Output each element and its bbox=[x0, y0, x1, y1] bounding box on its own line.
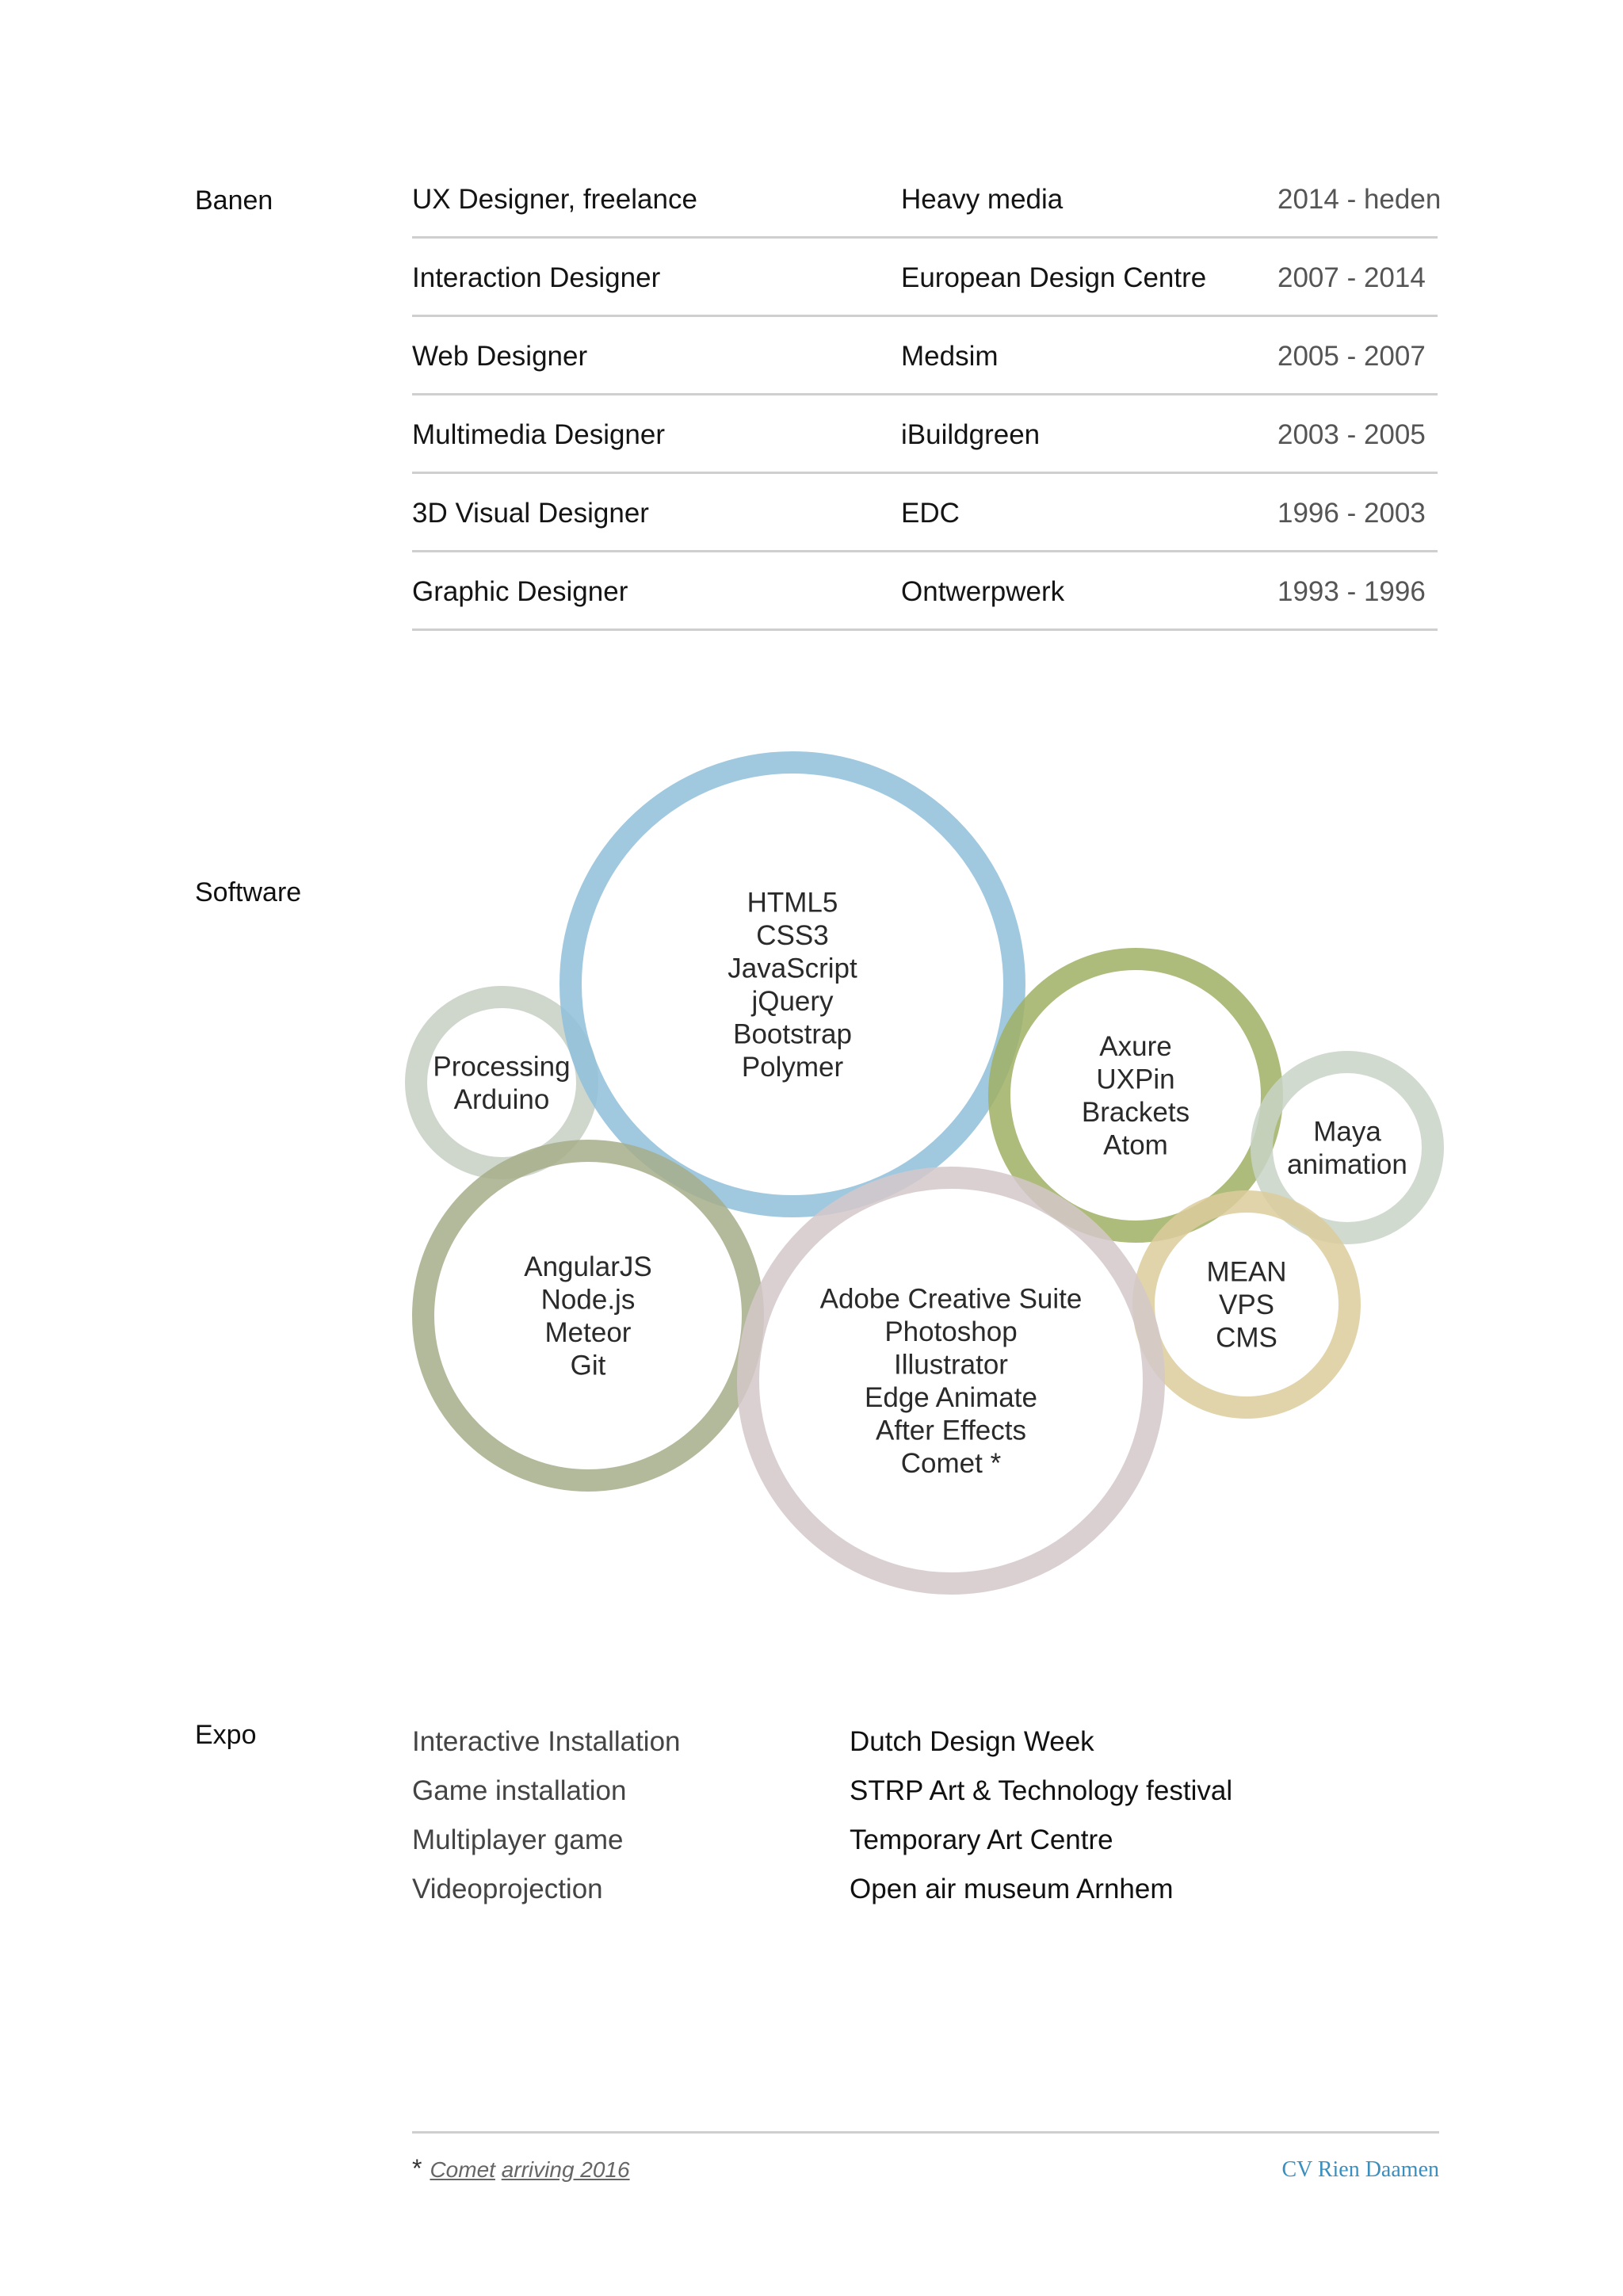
job-years: 2007 - 2014 bbox=[1277, 262, 1426, 293]
job-row bbox=[412, 552, 1438, 631]
footnote bbox=[412, 2154, 630, 2183]
bubble-adobe bbox=[748, 1178, 1154, 1584]
bubble-angular-label: Git bbox=[570, 1350, 606, 1381]
job-row bbox=[412, 395, 1438, 474]
bubble-prototyping-label: Atom bbox=[1103, 1129, 1168, 1161]
section-label-software: Software bbox=[195, 877, 302, 907]
job-title: UX Designer, freelance bbox=[412, 184, 697, 215]
job-company: iBuildgreen bbox=[901, 419, 1041, 450]
bubble-web-label: HTML5 bbox=[747, 887, 838, 919]
bubble-adobe-label: Edge Animate bbox=[865, 1381, 1037, 1413]
job-row bbox=[412, 239, 1438, 317]
bubble-processing-label: Processing bbox=[433, 1051, 571, 1083]
section-label-banen: Banen bbox=[195, 185, 273, 216]
expo-venue: STRP Art & Technology festival bbox=[850, 1775, 1233, 1806]
expo-venue: Dutch Design Week bbox=[850, 1726, 1094, 1757]
expo-type: Game installation bbox=[412, 1775, 627, 1806]
bubble-web-label: Polymer bbox=[741, 1051, 844, 1083]
bubble-web-label: JavaScript bbox=[727, 953, 857, 984]
expo-venue: Open air museum Arnhem bbox=[850, 1874, 1174, 1904]
job-company: Medsim bbox=[901, 341, 999, 372]
expo-venue: Temporary Art Centre bbox=[850, 1824, 1113, 1855]
bubble-angular-label: Meteor bbox=[544, 1316, 632, 1348]
job-company: Ontwerpwerk bbox=[901, 576, 1065, 607]
job-company: EDC bbox=[901, 498, 960, 529]
job-title: Interaction Designer bbox=[412, 262, 661, 293]
job-years: 2014 - heden bbox=[1277, 184, 1442, 215]
job-row bbox=[412, 160, 1442, 239]
bubble-adobe-label: Comet * bbox=[900, 1447, 1002, 1479]
software-bubble-diagram bbox=[0, 713, 1623, 1625]
job-row bbox=[412, 317, 1438, 395]
footer-cv-name: CV Rien Daamen bbox=[1281, 2157, 1439, 2182]
footnote-arriving: arriving 2016 bbox=[501, 2157, 630, 2182]
bubble-web-label: CSS3 bbox=[756, 919, 829, 951]
bubble-angular-label: Node.js bbox=[540, 1284, 636, 1316]
job-company: Heavy media bbox=[901, 184, 1064, 215]
footnote-comet: Comet bbox=[430, 2157, 495, 2182]
bubble-angular bbox=[423, 1151, 753, 1480]
expo-row bbox=[412, 1726, 1442, 1775]
bubble-mean-label: VPS bbox=[1218, 1289, 1275, 1320]
bubble-mean-label: MEAN bbox=[1206, 1256, 1287, 1288]
job-years: 1996 - 2003 bbox=[1277, 498, 1426, 529]
bubble-prototyping-label: Axure bbox=[1099, 1030, 1172, 1062]
bubble-mean-label: CMS bbox=[1216, 1322, 1277, 1354]
job-title: Graphic Designer bbox=[412, 576, 628, 607]
job-row bbox=[412, 474, 1438, 552]
expo-row bbox=[412, 1775, 1442, 1824]
bubble-web-label: Bootstrap bbox=[733, 1018, 852, 1050]
bubble-prototyping-label: Brackets bbox=[1081, 1096, 1190, 1128]
job-years: 2005 - 2007 bbox=[1277, 341, 1426, 372]
footnote-star: * bbox=[412, 2154, 422, 2183]
job-company: European Design Centre bbox=[901, 262, 1207, 293]
job-title: 3D Visual Designer bbox=[412, 498, 649, 529]
bubble-web-label: jQuery bbox=[751, 985, 834, 1017]
footer-divider bbox=[412, 2131, 1439, 2134]
bubble-maya-label: Maya bbox=[1313, 1116, 1381, 1148]
job-title: Web Designer bbox=[412, 341, 588, 372]
expo-row bbox=[412, 1824, 1442, 1874]
job-years: 2003 - 2005 bbox=[1277, 419, 1426, 450]
expo-list bbox=[412, 1726, 1442, 1923]
job-title: Multimedia Designer bbox=[412, 419, 666, 450]
jobs-table bbox=[412, 160, 1442, 631]
expo-type: Videoprojection bbox=[412, 1874, 603, 1904]
bubble-prototyping-label: UXPin bbox=[1096, 1064, 1175, 1095]
bubble-adobe-label: Photoshop bbox=[884, 1316, 1018, 1347]
expo-row bbox=[412, 1874, 1442, 1923]
section-label-expo: Expo bbox=[195, 1720, 257, 1750]
job-years: 1993 - 1996 bbox=[1277, 576, 1426, 607]
bubble-angular-label: AngularJS bbox=[524, 1251, 652, 1282]
bubble-adobe-label: Illustrator bbox=[894, 1349, 1008, 1381]
bubble-processing-label: Arduino bbox=[453, 1083, 550, 1115]
expo-type: Interactive Installation bbox=[412, 1726, 681, 1757]
bubble-web bbox=[571, 762, 1014, 1206]
expo-type: Multiplayer game bbox=[412, 1824, 624, 1855]
bubble-adobe-label: Adobe Creative Suite bbox=[819, 1283, 1083, 1315]
bubble-maya-label: animation bbox=[1287, 1148, 1407, 1180]
bubble-adobe-label: After Effects bbox=[876, 1415, 1026, 1446]
